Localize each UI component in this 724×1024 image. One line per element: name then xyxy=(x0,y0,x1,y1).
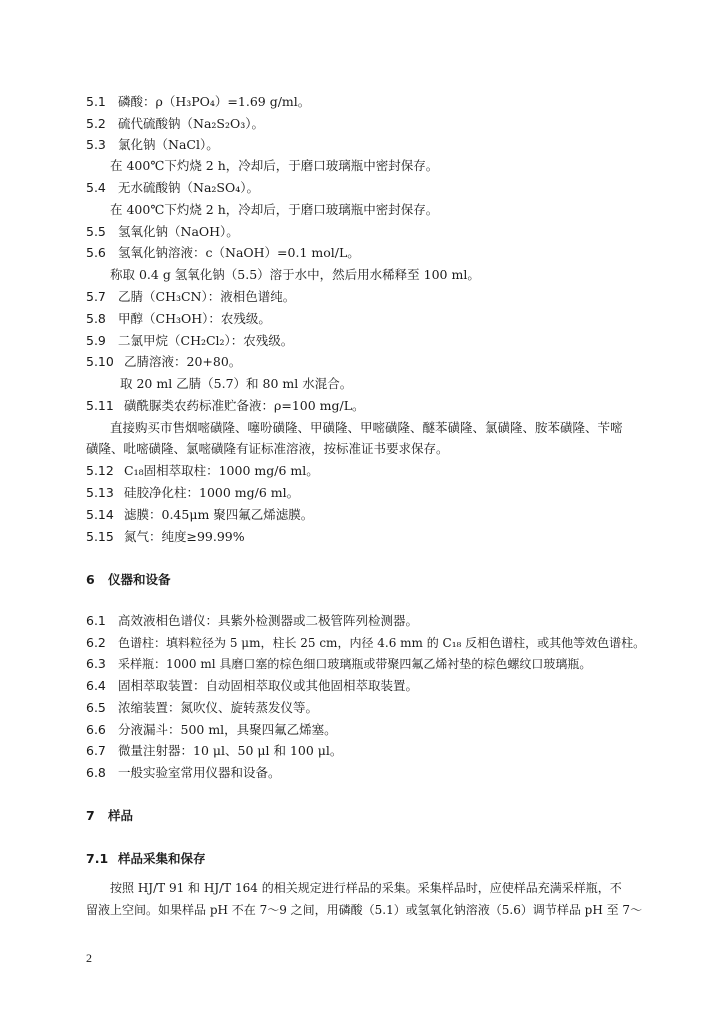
item-number: 5.5 xyxy=(86,224,106,239)
item-number: 5.6 xyxy=(86,245,106,260)
item-5-10-note xyxy=(120,376,352,392)
item-5-6-note xyxy=(110,267,480,283)
section-number: 7 xyxy=(86,808,95,823)
section-7-1-heading xyxy=(86,851,206,867)
item-text: 分液漏斗：500 ml，具聚四氟乙烯塞。 xyxy=(118,722,337,737)
section-title: 样品采集和保存 xyxy=(118,851,206,866)
item-6-4 xyxy=(86,678,418,694)
paragraph-5-11-line2 xyxy=(86,441,449,457)
section-title: 样品 xyxy=(108,808,134,823)
item-text: 一般实验室常用仪器和设备。 xyxy=(118,765,281,780)
item-number: 6.4 xyxy=(86,678,106,693)
item-5-8 xyxy=(86,311,271,327)
item-text: 在 400℃下灼烧 2 h，冷却后，于磨口玻璃瓶中密封保存。 xyxy=(110,202,439,217)
item-text: 取 20 ml 乙腈（5.7）和 80 ml 水混合。 xyxy=(120,376,353,391)
item-text: 高效液相色谱仪：具紫外检测器或二极管阵列检测器。 xyxy=(118,613,419,628)
item-5-12 xyxy=(86,463,319,479)
item-number: 5.15 xyxy=(86,529,114,544)
paragraph-text: 按照 HJ/T 91 和 HJ/T 164 的相关规定进行样品的采集。采集样品时，应使样品充满采样瓶，不 xyxy=(110,881,622,895)
section-7-heading xyxy=(86,808,133,824)
item-text: 硅胶净化柱：1000 mg/6 ml。 xyxy=(124,485,300,500)
item-number: 5.10 xyxy=(86,354,114,369)
item-6-7 xyxy=(86,743,342,759)
paragraph-text: 磺隆、吡嘧磺隆、氯嘧磺隆有证标准溶液，按标准证书要求保存。 xyxy=(86,441,449,456)
item-text: 磺酰脲类农药标准贮备液：ρ=100 mg/L。 xyxy=(124,398,365,413)
item-text: 固相萃取装置：自动固相萃取仪或其他固相萃取装置。 xyxy=(118,678,419,693)
item-5-14 xyxy=(86,507,313,523)
item-5-3 xyxy=(86,137,219,153)
item-5-4 xyxy=(86,180,259,196)
item-5-15 xyxy=(86,529,245,545)
item-text: 二氯甲烷（CH₂Cl₂）：农残级。 xyxy=(118,333,294,348)
item-5-3-note xyxy=(110,158,438,174)
item-text: 无水硫酸钠（Na₂SO₄）。 xyxy=(118,180,259,195)
item-number: 5.3 xyxy=(86,137,106,152)
paragraph-5-11-line1 xyxy=(110,420,623,436)
item-5-11 xyxy=(86,398,365,414)
item-text: 磷酸：ρ（H₃PO₄）=1.69 g/ml。 xyxy=(118,94,311,109)
item-5-2 xyxy=(86,116,264,132)
item-5-1 xyxy=(86,94,310,110)
item-6-1 xyxy=(86,613,418,629)
item-number: 6.3 xyxy=(86,656,106,671)
item-number: 6.1 xyxy=(86,613,106,628)
item-5-5 xyxy=(86,224,239,240)
item-number: 5.2 xyxy=(86,116,106,131)
item-text: 乙腈溶液：20+80。 xyxy=(124,354,242,369)
item-number: 6.8 xyxy=(86,765,106,780)
item-number: 5.8 xyxy=(86,311,106,326)
item-text: 色谱柱：填料粒径为 5 μm，柱长 25 cm，内径 4.6 mm 的 C₁₈ 反相色谱柱，或其他等效色谱柱。 xyxy=(118,636,646,650)
item-number: 5.11 xyxy=(86,398,114,413)
item-text: 氢氧化钠溶液：c（NaOH）=0.1 mol/L。 xyxy=(118,245,360,260)
item-number: 6.6 xyxy=(86,722,106,737)
item-number: 5.9 xyxy=(86,333,106,348)
item-6-5 xyxy=(86,700,318,716)
item-5-4-note xyxy=(110,202,438,218)
item-text: 采样瓶：1000 ml 具磨口塞的棕色细口玻璃瓶或带聚四氟乙烯衬垫的棕色螺纹口玻璃瓶。 xyxy=(118,657,592,671)
item-number: 5.4 xyxy=(86,180,106,195)
item-6-6 xyxy=(86,722,337,738)
item-5-13 xyxy=(86,485,299,501)
item-number: 5.13 xyxy=(86,485,114,500)
paragraph-text: 直接购买市售烟嘧磺隆、噻吩磺隆、甲磺隆、甲嘧磺隆、醚苯磺隆、氯磺隆、胺苯磺隆、苄嘧 xyxy=(110,420,623,435)
item-6-8 xyxy=(86,765,281,781)
item-5-7 xyxy=(86,289,295,305)
page-number: 2 xyxy=(86,951,92,965)
section-6-heading xyxy=(86,572,171,588)
item-6-3 xyxy=(86,656,591,672)
section-number: 7.1 xyxy=(86,851,109,866)
item-number: 5.7 xyxy=(86,289,106,304)
paragraph-7-1-line1 xyxy=(110,880,622,896)
item-text: 氯化钠（NaCl）。 xyxy=(118,137,219,152)
item-text: 滤膜：0.45μm 聚四氟乙烯滤膜。 xyxy=(124,507,314,522)
item-text: C₁₈固相萃取柱：1000 mg/6 ml。 xyxy=(124,463,319,478)
item-number: 6.5 xyxy=(86,700,106,715)
paragraph-7-1-line2 xyxy=(86,902,642,918)
item-5-10 xyxy=(86,354,241,370)
item-text: 氮气：纯度≥99.99% xyxy=(124,529,245,544)
item-text: 乙腈（CH₃CN）：液相色谱纯。 xyxy=(118,289,296,304)
item-text: 氢氧化钠（NaOH）。 xyxy=(118,224,239,239)
item-5-6 xyxy=(86,245,360,261)
item-number: 6.2 xyxy=(86,635,106,650)
item-text: 浓缩装置：氮吹仪、旋转蒸发仪等。 xyxy=(118,700,319,715)
item-text: 微量注射器：10 μl、50 μl 和 100 μl。 xyxy=(118,743,343,758)
item-number: 5.14 xyxy=(86,507,114,522)
item-number: 6.7 xyxy=(86,743,106,758)
item-text: 在 400℃下灼烧 2 h，冷却后，于磨口玻璃瓶中密封保存。 xyxy=(110,158,439,173)
item-text: 硫代硫酸钠（Na₂S₂O₃）。 xyxy=(118,116,264,131)
item-6-2 xyxy=(86,635,645,651)
item-text: 称取 0.4 g 氢氧化钠（5.5）溶于水中，然后用水稀释至 100 ml。 xyxy=(110,267,480,282)
item-number: 5.1 xyxy=(86,94,106,109)
section-number: 6 xyxy=(86,572,95,587)
item-number: 5.12 xyxy=(86,463,114,478)
paragraph-text: 留液上空间。如果样品 pH 不在 7～9 之间，用磷酸（5.1）或氢氧化钠溶液（5.6）调节样品 pH 至 7～ xyxy=(86,903,643,917)
item-text: 甲醇（CH₃OH）：农残级。 xyxy=(118,311,271,326)
item-5-9 xyxy=(86,333,293,349)
section-title: 仪器和设备 xyxy=(108,572,171,587)
